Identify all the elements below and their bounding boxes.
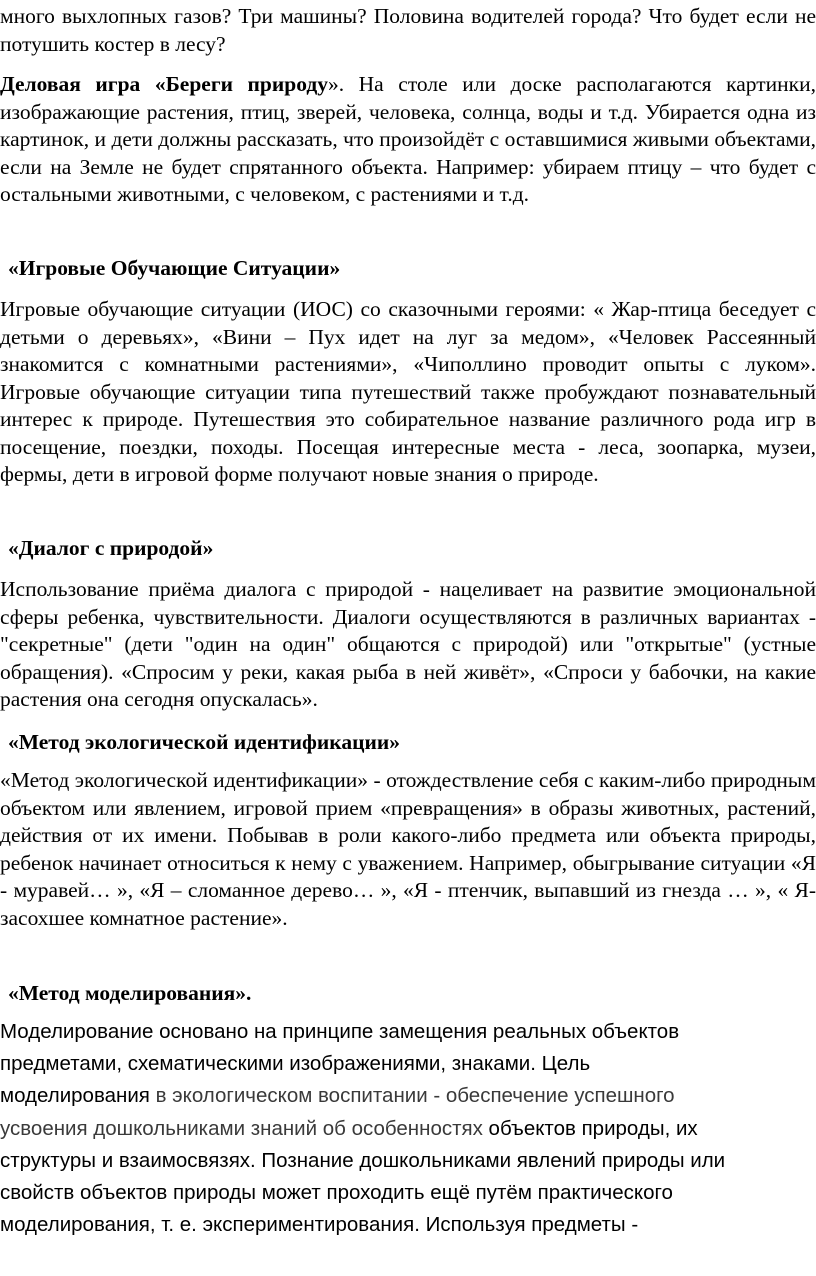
identification-paragraph: «Метод экологической идентификации» - отождествление себя с каким-либо природным объектом или явлением, игровой прием «превращения» в образы животных, растений, действия от их имени. Побывав в роли какого-либо предмета или объекта природы, ребенок начинает относиться к нему с уважением. Например, обыгрывание ситуации «Я - муравей… », «Я – сломанное дерево… », «Я - птенчик, выпавший из гнезда … », « Я- засохшее комнатное растение». — [0, 768, 816, 930]
modeling-line-3 — [0, 1080, 816, 1112]
modeling-line-3-start: моделирования — [0, 1084, 156, 1108]
modeling-line-2: предметами, схематическими изображениями, знаками. Цель — [0, 1052, 591, 1076]
business-game-title-end: ». — [327, 72, 359, 96]
modeling-line-4 — [0, 1113, 816, 1145]
modeling-line-6: свойств объектов природы может проходить ещё путём практического — [0, 1181, 673, 1205]
business-game-paragraph — [0, 71, 816, 209]
heading-game-situations: «Игровые Обучающие Ситуации» — [8, 256, 341, 280]
intro-paragraph: много выхлопных газов? Три машины? Половина водителей города? Что будет если не потушить костер в лесу? — [0, 4, 816, 56]
heading-modeling-text: «Метод моделирования» — [8, 981, 247, 1005]
modeling-line-7: моделирования, т. е. экспериментирования. Используя предметы - — [0, 1213, 639, 1237]
heading-dialog-with-nature: «Диалог с природой» — [8, 536, 214, 560]
modeling-line-5: структуры и взаимосвязях. Познание дошкольниками явлений природы или — [0, 1148, 726, 1172]
modeling-line-3-end: в экологическом воспитании - обеспечение успешного — [155, 1084, 675, 1108]
dialog-paragraph: Использование приёма диалога с природой - нацеливает на развитие эмоциональной сферы ребенка, чувствительности. Диалоги осуществляются в различных вариантах - "секретные" (дети "один на один" общаются с природой) или "открытые" (устные обращения). «Спросим у реки, какая рыба в ней живёт», «Спроси у бабочки, на какие растения она сегодня опускалась». — [0, 577, 816, 711]
heading-modeling-dot: . — [246, 981, 252, 1005]
heading-modeling-method — [8, 980, 251, 1008]
modeling-paragraph — [0, 1016, 816, 1241]
modeling-line-1: Моделирование основано на принципе замещения реальных объектов — [0, 1020, 680, 1043]
modeling-line-4-end: объектов природы, их — [488, 1116, 698, 1140]
modeling-line-4-start: усвоения дошкольниками знаний об особенностях — [0, 1116, 489, 1140]
heading-ecological-identification: «Метод экологической идентификации» — [8, 730, 401, 754]
game-situations-paragraph: Игровые обучающие ситуации (ИОС) со сказочными героями: « Жар-птица беседует с детьми о деревьях», «Вини – Пух идет на луг за медом», «Человек Рассеянный знакомится с комнатными растениями», «Чиполлино проводит опыты с луком». Игровые обучающие ситуации типа путешествий также пробуждают познавательный интерес к природе. Путешествия это собирательное название различного рода игр в посещение, поездки, походы. Посещая интересные места - леса, зоопарка, музеи, фермы, дети в игровой форме получают новые знания о природе. — [0, 297, 816, 486]
business-game-title: Деловая игра «Береги природу — [0, 72, 328, 96]
business-game-text: На столе или доске располагаются картинки, изображающие растения, птиц, зверей, человека, солнца, воды и т.д. Убирается одна из картинок, и дети должны рассказать, что произойдёт с оставшимися живыми объектами, если на Земле не будет спрятанного объекта. Например: убираем птицу – что будет с остальными животными, с человеком, с растениями и т.д. — [0, 72, 816, 206]
